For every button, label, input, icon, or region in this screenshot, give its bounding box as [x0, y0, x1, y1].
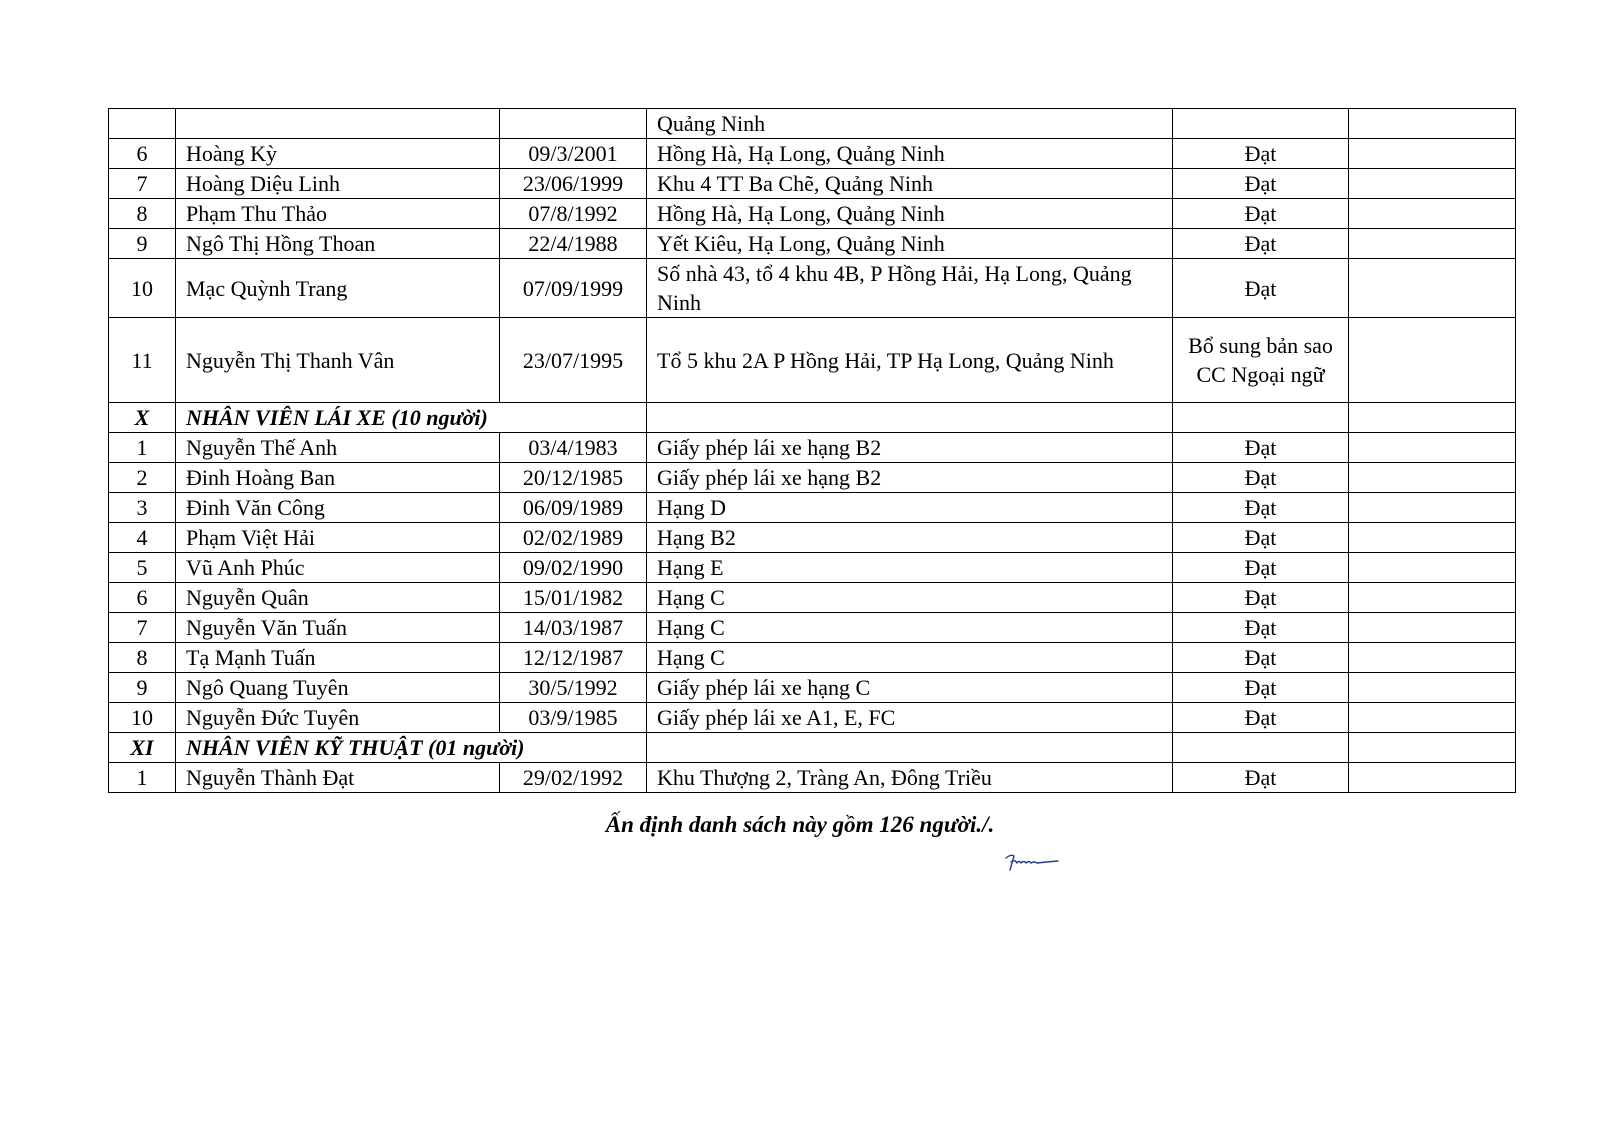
result-status: Đạt — [1173, 199, 1349, 229]
note-cell — [1349, 583, 1516, 613]
table-row — [109, 318, 1516, 403]
address-or-license: Hạng E — [647, 553, 1173, 583]
table-row — [109, 613, 1516, 643]
result-status — [1173, 403, 1349, 433]
table-row — [109, 493, 1516, 523]
person-name: Hoàng Kỳ — [176, 139, 500, 169]
result-status: Đạt — [1173, 763, 1349, 793]
table-row — [109, 763, 1516, 793]
address-or-license: Hạng C — [647, 583, 1173, 613]
birth-date: 20/12/1985 — [500, 463, 647, 493]
address-or-license: Hồng Hà, Hạ Long, Quảng Ninh — [647, 199, 1173, 229]
row-index: 3 — [109, 493, 176, 523]
row-index: 8 — [109, 199, 176, 229]
table-row — [109, 139, 1516, 169]
note-cell — [1349, 493, 1516, 523]
note-cell — [1349, 673, 1516, 703]
birth-date: 09/02/1990 — [500, 553, 647, 583]
row-index: 4 — [109, 523, 176, 553]
table-row — [109, 583, 1516, 613]
result-status: Đạt — [1173, 553, 1349, 583]
person-name — [176, 109, 500, 139]
birth-date: 03/9/1985 — [500, 703, 647, 733]
person-name: Tạ Mạnh Tuấn — [176, 643, 500, 673]
address-or-license: Khu Thượng 2, Tràng An, Đông Triều — [647, 763, 1173, 793]
result-status: Đạt — [1173, 433, 1349, 463]
note-cell — [1349, 733, 1516, 763]
row-index: 2 — [109, 463, 176, 493]
person-name: Nguyễn Quân — [176, 583, 500, 613]
person-name: Nguyễn Văn Tuấn — [176, 613, 500, 643]
section-title: NHÂN VIÊN LÁI XE (10 người) — [176, 403, 647, 433]
row-index: 1 — [109, 433, 176, 463]
person-name: Phạm Thu Thảo — [176, 199, 500, 229]
note-cell — [1349, 318, 1516, 403]
note-cell — [1349, 463, 1516, 493]
address-or-license: Hồng Hà, Hạ Long, Quảng Ninh — [647, 139, 1173, 169]
row-index: 5 — [109, 553, 176, 583]
person-name: Nguyễn Thành Đạt — [176, 763, 500, 793]
row-index: 7 — [109, 613, 176, 643]
table-row — [109, 199, 1516, 229]
table-row — [109, 259, 1516, 318]
candidate-list-body — [109, 109, 1516, 793]
row-index — [109, 109, 176, 139]
table-row — [109, 109, 1516, 139]
result-status: Đạt — [1173, 463, 1349, 493]
result-status: Đạt — [1173, 493, 1349, 523]
row-index: 6 — [109, 583, 176, 613]
person-name: Đinh Hoàng Ban — [176, 463, 500, 493]
birth-date: 06/09/1989 — [500, 493, 647, 523]
section-header-row — [109, 403, 1516, 433]
note-cell — [1349, 169, 1516, 199]
birth-date: 09/3/2001 — [500, 139, 647, 169]
note-cell — [1349, 259, 1516, 318]
address-or-license: Yết Kiêu, Hạ Long, Quảng Ninh — [647, 229, 1173, 259]
address-or-license: Hạng D — [647, 493, 1173, 523]
note-cell — [1349, 403, 1516, 433]
row-index: 7 — [109, 169, 176, 199]
person-name: Hoàng Diệu Linh — [176, 169, 500, 199]
result-status: Đạt — [1173, 259, 1349, 318]
note-cell — [1349, 763, 1516, 793]
birth-date: 07/8/1992 — [500, 199, 647, 229]
address-or-license: Khu 4 TT Ba Chẽ, Quảng Ninh — [647, 169, 1173, 199]
table-row — [109, 523, 1516, 553]
address-or-license: Hạng C — [647, 643, 1173, 673]
note-cell — [1349, 613, 1516, 643]
person-name: Nguyễn Thị Thanh Vân — [176, 318, 500, 403]
table-row — [109, 703, 1516, 733]
row-index: 8 — [109, 643, 176, 673]
note-cell — [1349, 523, 1516, 553]
note-cell — [1349, 433, 1516, 463]
address-or-license — [647, 733, 1173, 763]
note-cell — [1349, 139, 1516, 169]
note-cell — [1349, 229, 1516, 259]
signature-icon — [1002, 850, 1062, 874]
person-name: Ngô Thị Hồng Thoan — [176, 229, 500, 259]
table-row — [109, 643, 1516, 673]
closing-statement: Ấn định danh sách này gồm 126 người./. — [605, 812, 995, 837]
note-cell — [1349, 553, 1516, 583]
row-index: 10 — [109, 703, 176, 733]
birth-date: 22/4/1988 — [500, 229, 647, 259]
person-name: Mạc Quỳnh Trang — [176, 259, 500, 318]
result-status — [1173, 733, 1349, 763]
note-cell — [1349, 199, 1516, 229]
result-status: Đạt — [1173, 229, 1349, 259]
note-cell — [1349, 109, 1516, 139]
result-status: Đạt — [1173, 613, 1349, 643]
birth-date: 03/4/1983 — [500, 433, 647, 463]
table-row — [109, 673, 1516, 703]
row-index: 9 — [109, 229, 176, 259]
birth-date: 02/02/1989 — [500, 523, 647, 553]
address-or-license: Hạng C — [647, 613, 1173, 643]
address-or-license: Tổ 5 khu 2A P Hồng Hải, TP Hạ Long, Quảng Ninh — [647, 318, 1173, 403]
address-or-license — [647, 403, 1173, 433]
table-row — [109, 463, 1516, 493]
person-name: Vũ Anh Phúc — [176, 553, 500, 583]
birth-date: 30/5/1992 — [500, 673, 647, 703]
address-or-license: Hạng B2 — [647, 523, 1173, 553]
section-title: NHÂN VIÊN KỸ THUẬT (01 người) — [176, 733, 647, 763]
birth-date: 15/01/1982 — [500, 583, 647, 613]
result-status: Đạt — [1173, 583, 1349, 613]
result-status: Đạt — [1173, 673, 1349, 703]
address-or-license: Giấy phép lái xe hạng C — [647, 673, 1173, 703]
person-name: Đinh Văn Công — [176, 493, 500, 523]
row-index: 11 — [109, 318, 176, 403]
table-row — [109, 553, 1516, 583]
row-index: 10 — [109, 259, 176, 318]
address-or-license: Giấy phép lái xe hạng B2 — [647, 433, 1173, 463]
birth-date: 23/07/1995 — [500, 318, 647, 403]
note-cell — [1349, 643, 1516, 673]
address-or-license: Giấy phép lái xe hạng B2 — [647, 463, 1173, 493]
result-status: Đạt — [1173, 523, 1349, 553]
table-row — [109, 169, 1516, 199]
birth-date: 12/12/1987 — [500, 643, 647, 673]
row-index: 1 — [109, 763, 176, 793]
row-index: 6 — [109, 139, 176, 169]
row-index: XI — [109, 733, 176, 763]
person-name: Nguyễn Đức Tuyên — [176, 703, 500, 733]
birth-date: 23/06/1999 — [500, 169, 647, 199]
result-status: Đạt — [1173, 169, 1349, 199]
result-status: Bổ sung bản sao CC Ngoại ngữ — [1173, 318, 1349, 403]
table-row — [109, 229, 1516, 259]
birth-date: 29/02/1992 — [500, 763, 647, 793]
address-or-license: Giấy phép lái xe A1, E, FC — [647, 703, 1173, 733]
person-name: Nguyễn Thế Anh — [176, 433, 500, 463]
note-cell — [1349, 703, 1516, 733]
result-status: Đạt — [1173, 139, 1349, 169]
result-status: Đạt — [1173, 643, 1349, 673]
table-row — [109, 433, 1516, 463]
candidate-list-table — [108, 108, 1516, 793]
row-index: X — [109, 403, 176, 433]
result-status — [1173, 109, 1349, 139]
person-name: Ngô Quang Tuyên — [176, 673, 500, 703]
person-name: Phạm Việt Hải — [176, 523, 500, 553]
birth-date — [500, 109, 647, 139]
birth-date: 07/09/1999 — [500, 259, 647, 318]
birth-date: 14/03/1987 — [500, 613, 647, 643]
result-status: Đạt — [1173, 703, 1349, 733]
address-or-license: Số nhà 43, tổ 4 khu 4B, P Hồng Hải, Hạ Long, Quảng Ninh — [647, 259, 1173, 318]
row-index: 9 — [109, 673, 176, 703]
section-header-row — [109, 733, 1516, 763]
address-or-license: Quảng Ninh — [647, 109, 1173, 139]
